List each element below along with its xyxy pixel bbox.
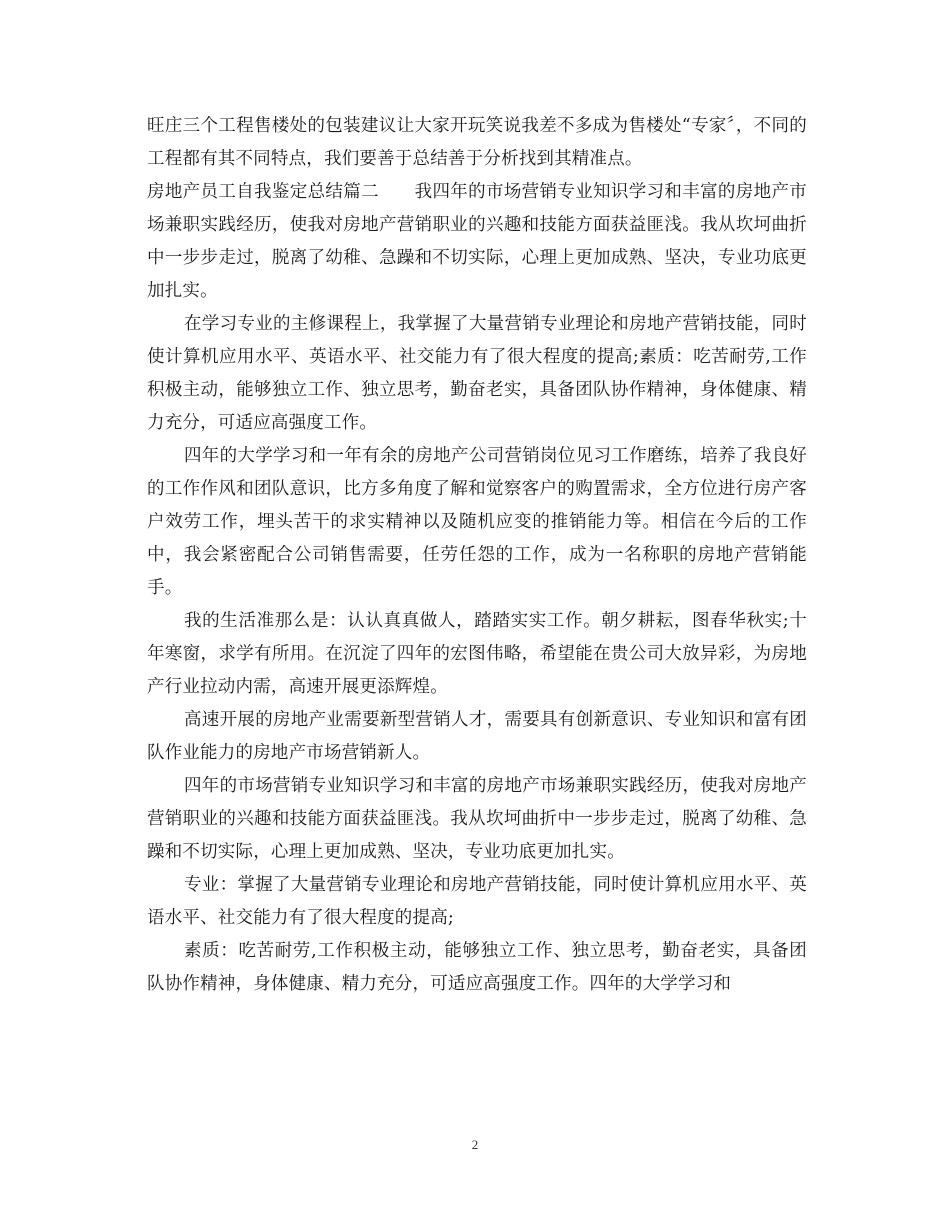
page-number: 2 — [471, 1137, 479, 1152]
paragraph-qualities: 素质：吃苦耐劳,工作积极主动，能够独立工作、独立思考，勤奋老实，具备团队协作精神，身体健康、精力充分，可适应高强度工作。四年的大学学习和 — [147, 941, 807, 994]
paragraph-internship: 四年的大学学习和一年有余的房地产公司营销岗位见习工作磨练，培养了我良好的工作作风和团队意识，比方多角度了解和觉察客户的购置需求，全方位进行房产客户效劳工作，埋头苦干的求实精神以及随机应变的推销能力等。相信在今后的工作中，我会紧密配合公司销售需要，任劳任怨的工作，成为一名称职的房地产营销能手。 — [147, 446, 807, 598]
document-body — [147, 110, 807, 1001]
paragraph-professional-skills: 专业：掌握了大量营销专业理论和房地产营销技能，同时使计算机应用水平、英语水平、社交能力有了很大程度的提高; — [147, 875, 807, 928]
paragraph-experience: 四年的市场营销专业知识学习和丰富的房地产市场兼职实践经历，使我对房地产营销职业的兴趣和技能方面获益匪浅。我从坎坷曲折中一步步走过，脱离了幼稚、急躁和不切实际，心理上更加成熟、坚决，专业功底更加扎实。 — [147, 776, 807, 862]
paragraph-section-two-heading: 房地产员工自我鉴定总结篇二 我四年的市场营销专业知识学习和丰富的房地产市场兼职实践经历，使我对房地产营销职业的兴趣和技能方面获益匪浅。我从坎坷曲折中一步步走过，脱离了幼稚、急躁和不切实际，心理上更加成熟、坚决，专业功底更加扎实。 — [147, 182, 807, 301]
paragraph-intro-continuation: 旺庄三个工程售楼处的包装建议让大家开玩笑说我差不多成为售楼处“专家〞，不同的工程都有其不同特点，我们要善于总结善于分析找到其精准点。 — [147, 116, 807, 169]
paragraph-life-principle: 我的生活准那么是：认认真真做人，踏踏实实工作。朝夕耕耘，图春华秋实;十年寒窗，求学有所用。在沉淀了四年的宏图伟略，希望能在贵公司大放异彩，为房地产行业拉动内需，高速开展更添辉煌。 — [147, 611, 807, 697]
paragraph-major-courses: 在学习专业的主修课程上，我掌握了大量营销专业理论和房地产营销技能，同时使计算机应用水平、英语水平、社交能力有了很大程度的提高;素质：吃苦耐劳,工作积极主动，能够独立工作、独立思考，勤奋老实，具备团队协作精神，身体健康、精力充分，可适应高强度工作。 — [147, 314, 807, 433]
paragraph-industry-need: 高速开展的房地产业需要新型营销人才，需要具有创新意识、专业知识和富有团队作业能力的房地产市场营销新人。 — [147, 710, 807, 763]
